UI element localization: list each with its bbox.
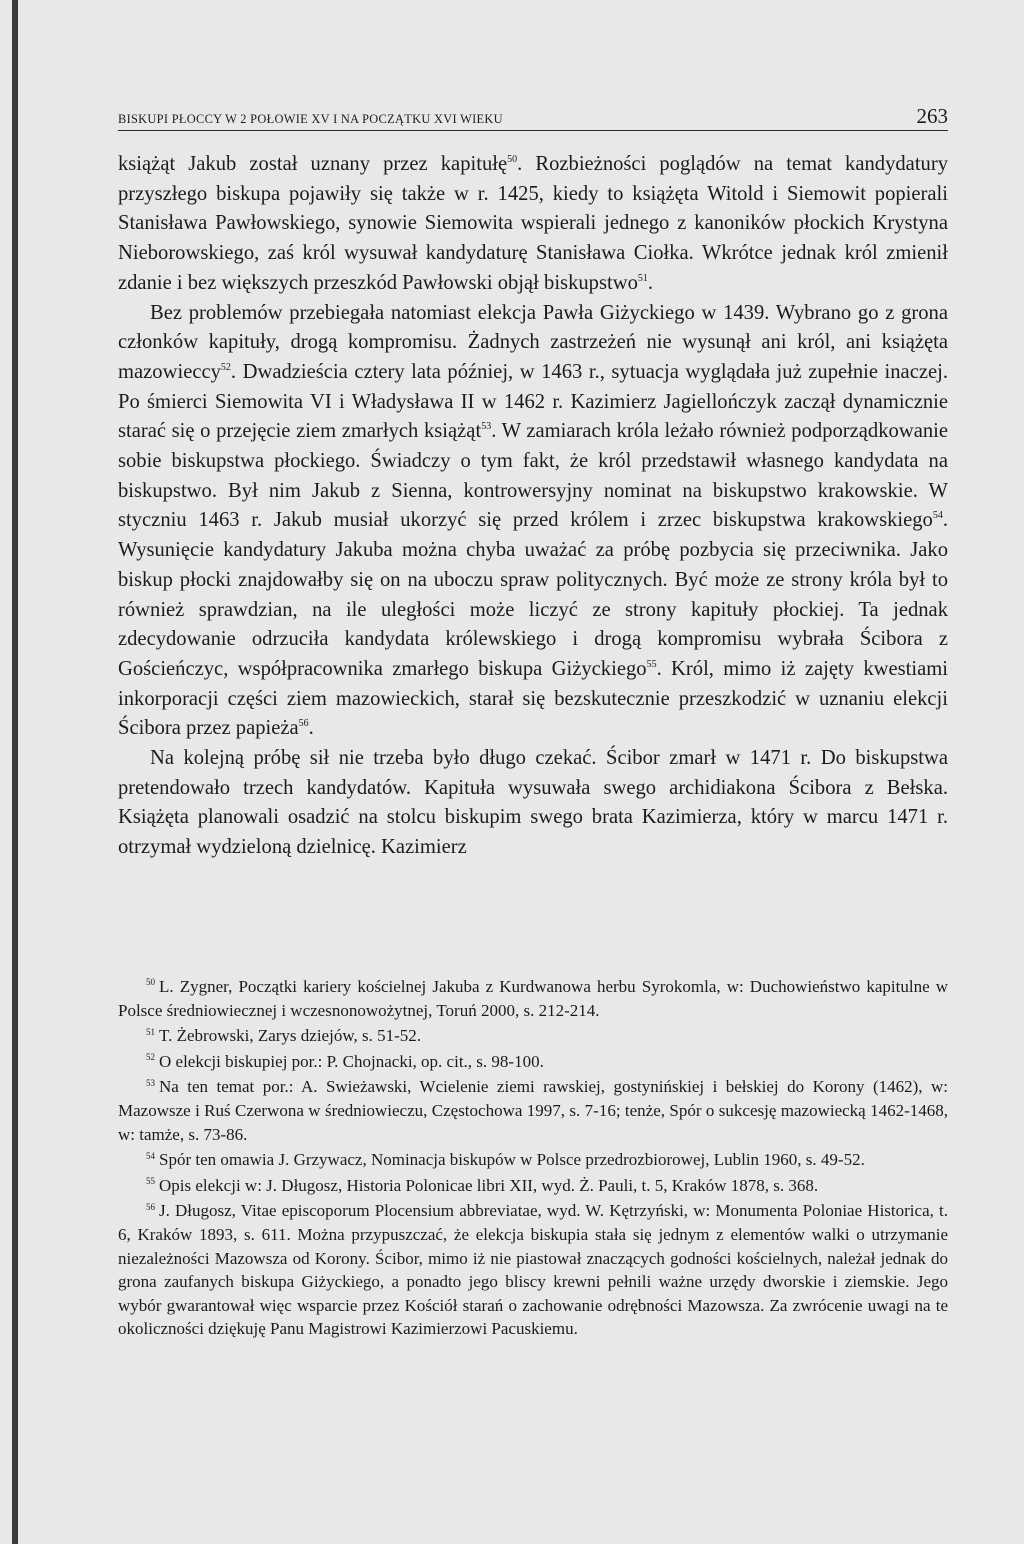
footnote-number: 54 <box>146 1150 155 1161</box>
footnote-text: T. Żebrowski, Zarys dziejów, s. 51-52. <box>159 1026 422 1046</box>
footnote <box>118 1148 948 1172</box>
footnote-number: 52 <box>146 1052 155 1063</box>
footnote-ref: 54 <box>932 510 943 522</box>
footnote <box>118 1050 948 1074</box>
footnote <box>118 1075 948 1146</box>
main-text <box>118 150 948 863</box>
footnote-text: Opis elekcji w: J. Długosz, Historia Polonicae libri XII, wyd. Ż. Pauli, t. 5, Kraków 1878, s. 368. <box>159 1175 819 1195</box>
footnote-ref: 56 <box>298 718 309 730</box>
footnote <box>118 975 948 1022</box>
paragraph-2 <box>118 299 948 745</box>
footnote <box>118 1024 948 1048</box>
text-run: . Wysunięcie kandydatury Jakuba można chyba uważać za próbę pozbycia się przeciwnika. Jako biskup płocki znajdowałby się on na uboczu spraw politycznych. Być może ze strony króla był to również sprawdzian, na ile uległości może liczyć ze strony kapituły płockiej. Ta jednak zdecydowanie odrzuciła kandydata królewskiego i drogą kompromisu wybrała Ścibora z Gościeńczyc, współpracownika zmarłego biskupa Giżyckiego <box>118 509 948 680</box>
text-run: . Król, mimo iż zajęty kwestiami inkorporacji części ziem mazowieckich, starał się bezskutecznie przeszkodzić w uznaniu elekcji Ścibora przez papieża <box>118 657 949 740</box>
footnote <box>118 1174 948 1198</box>
footnote-ref: 53 <box>481 421 492 433</box>
footnote-ref: 52 <box>220 362 231 374</box>
running-title: BISKUPI PŁOCCY W 2 POŁOWIE XV I NA POCZĄTKU XVI WIEKU <box>118 112 503 126</box>
footnote-number: 51 <box>146 1026 155 1037</box>
footnote-text: O elekcji biskupiej por.: P. Chojnacki, op. cit., s. 98-100. <box>159 1051 544 1071</box>
text-run: . W zamiarach króla leżało również podporządkowanie sobie biskupstwa płockiego. Świadczy o tym fakt, że król przedstawił własnego kandydata na biskupstwo. Był nim Jakub z Sienna, kontrowersyjny nominat na biskupstwo krakowskie. W styczniu 1463 r. Jakub musiał ukorzyć się przed królem i zrzec biskupstwa krakowskiego <box>118 420 948 532</box>
paragraph-3: Na kolejną próbę sił nie trzeba było długo czekać. Ścibor zmarł w 1471 r. Do biskupstwa pretendowało trzech kandydatów. Kapituła wysuwała swego archidiakona Ścibora z Bełska. Książęta planowali osadzić na stolcu biskupim swego brata Kazimierza, który w marcu 1471 r. otrzymał wydzieloną dzielnicę. Kazimierz <box>118 747 948 859</box>
text-run: . <box>647 271 654 294</box>
page-header <box>118 100 948 131</box>
text-run: . Dwadzieścia cztery lata później, w 1463 r., sytuacja wyglądała już zupełnie inaczej. Po śmierci Siemowita VI i Władysława II w 1462 r. Kazimierz Jagiellończyk zaczął dynamicznie starać się o przejęcie ziem zmarłych książąt <box>118 360 948 443</box>
page-number: 263 <box>916 104 948 128</box>
footnote-number: 50 <box>146 977 155 988</box>
footnote-text: L. Zygner, Początki kariery kościelnej Jakuba z Kurdwanowa herbu Syrokomla, w: Duchowieństwo kapitulne w Polsce średniowiecznej i wczesnonowożytnej, Toruń 2000, s. 212-214. <box>118 977 948 1020</box>
footnotes <box>118 975 948 1343</box>
text-run: . Rozbieżności poglądów na temat kandydatury przyszłego biskupa pojawiły się także w r. 1425, kiedy to książęta Witold i Siemowit popierali Stanisława Pawłowskiego, synowie Siemowita wspierali jednego z kanoników płockich Krystyna Nieborowskiego, zaś król wysuwał kandydaturę Stanisława Ciołka. Wkrótce jednak król zmienił zdanie i bez większych przeszkód Pawłowski objął biskupstwo <box>118 153 948 294</box>
footnote-ref: 51 <box>637 272 648 284</box>
page-binding-edge <box>12 0 18 1544</box>
footnote-ref: 55 <box>646 659 657 671</box>
text-run: Bez problemów przebiegała natomiast elekcja Pawła Giżyckiego w 1439. Wybrano go z grona członków kapituły, drogą kompromisu. Żadnych zastrzeżeń nie wysunął ani król, ani książęta mazowieccy <box>118 301 948 383</box>
footnote-number: 53 <box>146 1077 155 1088</box>
footnote-text: Na ten temat por.: A. Swieżawski, Wcielenie ziemi rawskiej, gostynińskiej i bełskiej do Korony (1462), w: Mazowsze i Ruś Czerwona w średniowieczu, Częstochowa 1997, s. 7-16; tenże, Spór o sukcesję mazowiecką 1462-1468, w: tamże, s. 73-86. <box>118 1077 948 1144</box>
text-run: . <box>308 717 314 740</box>
footnote-number: 55 <box>146 1176 155 1187</box>
paragraph-1 <box>118 150 948 299</box>
footnote-text: Spór ten omawia J. Grzywacz, Nominacja biskupów w Polsce przedrozbiorowej, Lublin 1960, s. 49-52. <box>159 1150 865 1170</box>
footnote-number: 56 <box>146 1201 155 1212</box>
footnote-ref: 50 <box>507 154 518 166</box>
footnote-text: J. Długosz, Vitae episcoporum Plocensium abbreviatae, wyd. W. Kętrzyński, w: Monumenta Poloniae Historica, t. 6, Kraków 1893, s. 611. Można przypuszczać, że elekcja biskupia stała się jednym z elementów walki o utrzymanie niezależności Mazowsza od Korony. Ścibor, mimo iż nie piastował znaczących godności kościelnych, należał jednak do grona zaufanych biskupa Giżyckiego, a ponadto jego bliscy krewni pełnili ważne urzędy dworskie i ziemskie. Jego wybór gwarantował więc wsparcie przez Kościół starań o zachowanie odrębności Mazowsza. Za zwrócenie uwagi na te okoliczności dziękuję Panu Magistrowi Kazimierzowi Pacuskiemu. <box>118 1201 948 1339</box>
footnote <box>118 1199 948 1341</box>
text-run: książąt Jakub został uznany przez kapitułę <box>118 153 508 175</box>
